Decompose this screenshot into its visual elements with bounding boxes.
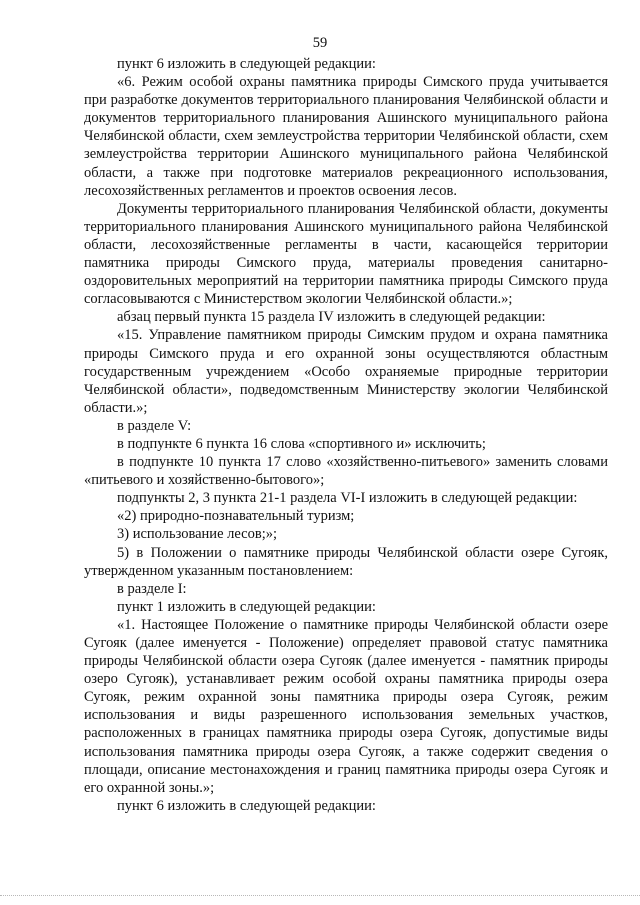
paragraph: в разделе I: xyxy=(117,580,187,597)
scan-edge-divider xyxy=(0,895,640,897)
paragraph: 3) использование лесов;»; xyxy=(117,526,278,543)
paragraph: «6. Режим особой охраны памятника природы Симского пруда учитывается при разработке документов территориального планирования Челябинской области и документов территориального планирования Ашинского муниципального района Челябинской области, схем землеустройства территории Челябинской области, схем землеустройства территории Ашинского муниципального района Челябинской области, а также при подготовке материалов рекреационного использования, лесохозяйственных регламентов и проектов освоения лесов. xyxy=(84,74,608,199)
paragraph: «15. Управление памятником природы Симским прудом и охрана памятника природы Симского пруда и его охранной зоны осуществляются областным государственным учреждением «Особо охраняемые природные территории Челябинской области», подведомственным Министерству экологии Челябинской области.»; xyxy=(84,327,608,416)
paragraph: в подпункте 6 пункта 16 слова «спортивного и» исключить; xyxy=(117,435,486,452)
paragraph: Документы территориального планирования Челябинской области, документы территориального планирования Ашинского муниципального района Челябинской области, лесохозяйственные регламенты в части, касающейся территории памятника природы Симского пруда, материалы проведения санитарно-оздоровительных мероприятий на территории памятника природы Симского пруда согласовываются с Министерством экологии Челябинской области.»; xyxy=(84,200,608,308)
paragraph: пункт 6 изложить в следующей редакции: xyxy=(117,797,376,814)
document-body xyxy=(84,55,608,815)
page-number: 59 xyxy=(312,35,328,51)
paragraph: в разделе V: xyxy=(117,417,192,434)
paragraph: подпункты 2, 3 пункта 21-1 раздела VI-I изложить в следующей редакции: xyxy=(117,490,578,507)
paragraph: пункт 1 изложить в следующей редакции: xyxy=(117,598,376,615)
paragraph: 5) в Положении о памятнике природы Челябинской области озере Сугояк, утвержденном указанным постановлением: xyxy=(84,544,608,579)
paragraph: пункт 6 изложить в следующей редакции: xyxy=(117,56,376,72)
paragraph: абзац первый пункта 15 раздела IV изложить в следующей редакции: xyxy=(117,309,546,326)
paragraph: «1. Настоящее Положение о памятнике природы Челябинской области озере Сугояк (далее именуется - Положение) определяет правовой статус памятника природы Челябинской области озера Сугояк (далее именуется - памятник природы озеро Сугояк), устанавливает режим особой охраны памятника природы озера Сугояк, режим охранной зоны памятника природы озера Сугояк, режим использования и виды разрешенного использования земельных участков, расположенных в границах памятника природы озера Сугояк, допустимые виды использования памятника природы озера Сугояк, а также содержит сведения о площади, описание местонахождения и границ памятника природы озера Сугояк и его охранной зоны.»; xyxy=(84,616,608,796)
paragraph: в подпункте 10 пункта 17 слово «хозяйственно-питьевого» заменить словами «питьевого и хозяйственно-бытового»; xyxy=(84,454,608,489)
paragraph: «2) природно-познавательный туризм; xyxy=(117,508,355,525)
